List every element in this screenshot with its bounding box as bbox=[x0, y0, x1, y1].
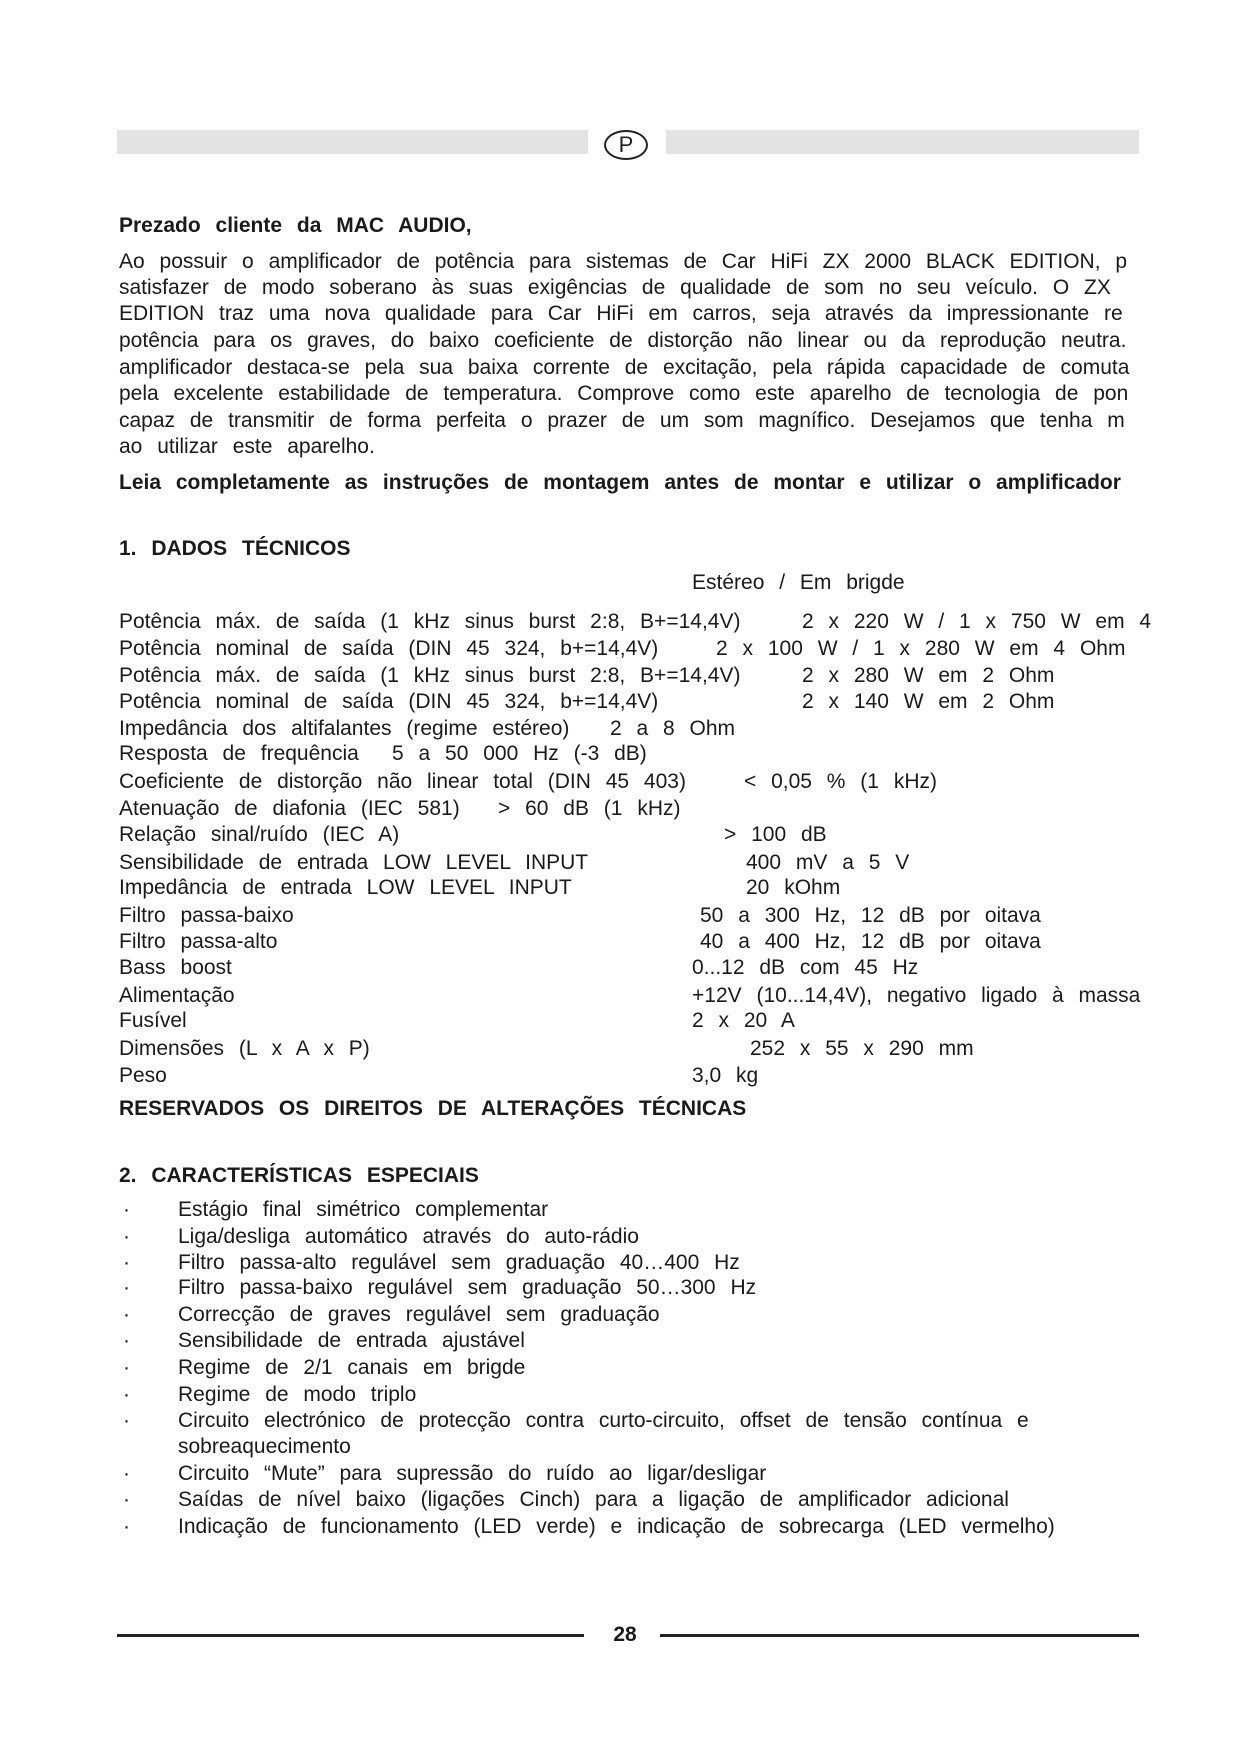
bullet-icon: · bbox=[123, 1251, 130, 1274]
spec-label: Coeficiente de distorção não linear total (DIN 45 403) bbox=[119, 770, 686, 793]
spec-label: Potência nominal de saída (DIN 45 324, b+=14,4V) bbox=[119, 690, 659, 713]
feature-text: Circuito “Mute” para supressão do ruído ao ligar/desligar bbox=[178, 1462, 767, 1485]
feature-text: Regime de modo triplo bbox=[178, 1383, 417, 1406]
feature-text: Regime de 2/1 canais em brigde bbox=[178, 1356, 526, 1379]
spec-row bbox=[119, 1008, 1241, 1034]
spec-row bbox=[119, 689, 1241, 715]
feature-text: Estágio final simétrico complementar bbox=[178, 1198, 549, 1221]
bullet-icon: · bbox=[123, 1225, 130, 1248]
spec-label: Bass boost bbox=[119, 956, 232, 979]
bullet-icon: · bbox=[123, 1409, 130, 1432]
greeting: Prezado cliente da MAC AUDIO, bbox=[119, 214, 472, 237]
spec-label: Resposta de frequência bbox=[119, 742, 359, 765]
spec-row bbox=[119, 636, 1241, 662]
feature-text: Filtro passa-baixo regulável sem graduação 50…300 Hz bbox=[178, 1276, 757, 1299]
intro-line: Ao possuir o amplificador de potência para sistemas de Car HiFi ZX 2000 BLACK EDITION, p bbox=[119, 250, 1128, 273]
spec-row bbox=[119, 769, 1241, 795]
spec-value: 400 mV a 5 V bbox=[746, 851, 910, 874]
instruction-note: Leia completamente as instruções de montagem antes de montar e utilizar o amplificador bbox=[119, 471, 1121, 494]
bullet-icon: · bbox=[123, 1356, 130, 1379]
intro-line: capaz de transmitir de forma perfeita o prazer de um som magnífico. Desejamos que tenha m bbox=[119, 409, 1125, 432]
spec-label: Impedância dos altifalantes (regime estéreo) bbox=[119, 717, 570, 740]
bullet-icon: · bbox=[123, 1462, 130, 1485]
spec-value: 2 a 8 Ohm bbox=[610, 717, 736, 740]
spec-label: Potência máx. de saída (1 kHz sinus burst 2:8, B+=14,4V) bbox=[119, 664, 741, 687]
spec-row bbox=[119, 1063, 1241, 1089]
language-badge: P bbox=[604, 130, 648, 160]
spec-value: 252 x 55 x 290 mm bbox=[750, 1037, 974, 1060]
intro-line: satisfazer de modo soberano às suas exigências de qualidade de som no seu veículo. O ZX bbox=[119, 276, 1111, 299]
spec-row bbox=[119, 609, 1241, 635]
spec-value: 2 x 20 A bbox=[692, 1009, 795, 1032]
bullet-icon: · bbox=[123, 1329, 130, 1352]
bullet-icon: · bbox=[123, 1276, 130, 1299]
spec-row bbox=[119, 875, 1241, 901]
intro-line: pela excelente estabilidade de temperatura. Comprove como este aparelho de tecnologia de pon bbox=[119, 382, 1129, 405]
page-number: 28 bbox=[613, 1623, 637, 1646]
intro-line: amplificador destaca-se pela sua baixa corrente de excitação, pela rápida capacidade de comuta bbox=[119, 356, 1130, 379]
spec-label: Filtro passa-baixo bbox=[119, 904, 294, 927]
spec-row bbox=[119, 716, 1241, 742]
intro-line: EDITION traz uma nova qualidade para Car HiFi em carros, seja através da impressionante re bbox=[119, 302, 1123, 325]
spec-label: Filtro passa-alto bbox=[119, 930, 278, 953]
spec-row bbox=[119, 822, 1241, 848]
spec-row bbox=[119, 929, 1241, 955]
spec-row bbox=[119, 903, 1241, 929]
spec-row bbox=[119, 741, 1241, 767]
spec-label: Potência nominal de saída (DIN 45 324, b+=14,4V) bbox=[119, 637, 659, 660]
spec-value: > 100 dB bbox=[724, 823, 827, 846]
spec-row bbox=[119, 955, 1241, 981]
feature-text: Filtro passa-alto regulável sem graduação 40…400 Hz bbox=[178, 1251, 740, 1274]
bullet-icon: · bbox=[123, 1488, 130, 1511]
feature-text: Circuito electrónico de protecção contra curto-circuito, offset de tensão contínua e sobreaquecimento bbox=[178, 1409, 1029, 1458]
spec-row bbox=[119, 663, 1241, 689]
bullet-icon: · bbox=[123, 1198, 130, 1221]
intro-line: potência para os graves, do baixo coeficiente de distorção não linear ou da reprodução neutra. bbox=[119, 329, 1127, 352]
feature-text: Sensibilidade de entrada ajustável bbox=[178, 1329, 525, 1352]
section-title-special-features: 2. CARACTERÍSTICAS ESPECIAIS bbox=[119, 1164, 479, 1187]
spec-label: Sensibilidade de entrada LOW LEVEL INPUT bbox=[119, 851, 589, 874]
spec-value: 5 a 50 000 Hz (-3 dB) bbox=[392, 742, 647, 765]
spec-value: 0...12 dB com 45 Hz bbox=[692, 956, 919, 979]
spec-column-header: Estéreo / Em brigde bbox=[692, 571, 905, 594]
spec-value: 20 kOhm bbox=[746, 876, 841, 899]
intro-line: ao utilizar este aparelho. bbox=[119, 435, 375, 458]
feature-text: Liga/desliga automático através do auto-rádio bbox=[178, 1225, 639, 1248]
spec-row bbox=[119, 796, 1241, 822]
feature-text: Indicação de funcionamento (LED verde) e indicação de sobrecarga (LED vermelho) bbox=[178, 1515, 1055, 1538]
spec-label: Alimentação bbox=[119, 984, 235, 1007]
feature-text: Saídas de nível baixo (ligações Cinch) para a ligação de amplificador adicional bbox=[178, 1488, 1009, 1511]
spec-value: 40 a 400 Hz, 12 dB por oitava bbox=[700, 930, 1041, 953]
spec-value: +12V (10...14,4V), negativo ligado à massa bbox=[692, 984, 1141, 1007]
spec-value: < 0,05 % (1 kHz) bbox=[744, 770, 937, 793]
footer-rule-left bbox=[117, 1634, 584, 1637]
section-title-technical-data: 1. DADOS TÉCNICOS bbox=[119, 537, 351, 560]
spec-label: Potência máx. de saída (1 kHz sinus burst 2:8, B+=14,4V) bbox=[119, 610, 741, 633]
spec-row bbox=[119, 1036, 1241, 1062]
spec-value: 3,0 kg bbox=[692, 1064, 759, 1087]
spec-row bbox=[119, 850, 1241, 876]
spec-value: 2 x 140 W em 2 Ohm bbox=[802, 690, 1055, 713]
spec-label: Fusível bbox=[119, 1009, 187, 1032]
bullet-icon: · bbox=[123, 1515, 130, 1538]
spec-value: 2 x 280 W em 2 Ohm bbox=[802, 664, 1055, 687]
spec-value: 2 x 220 W / 1 x 750 W em 4 bbox=[802, 610, 1152, 633]
footer-rule-right bbox=[660, 1634, 1139, 1637]
spec-value: > 60 dB (1 kHz) bbox=[498, 797, 681, 820]
spec-row bbox=[119, 983, 1241, 1009]
spec-label: Atenuação de diafonia (IEC 581) bbox=[119, 797, 460, 820]
bullet-icon: · bbox=[123, 1383, 130, 1406]
spec-label: Dimensões (L x A x P) bbox=[119, 1037, 370, 1060]
bullet-icon: · bbox=[123, 1303, 130, 1326]
spec-label: Impedância de entrada LOW LEVEL INPUT bbox=[119, 876, 572, 899]
spec-label: Relação sinal/ruído (IEC A) bbox=[119, 823, 400, 846]
spec-label: Peso bbox=[119, 1064, 167, 1087]
feature-text: Correcção de graves regulável sem graduação bbox=[178, 1303, 660, 1326]
spec-value: 50 a 300 Hz, 12 dB por oitava bbox=[700, 904, 1041, 927]
spec-value: 2 x 100 W / 1 x 280 W em 4 Ohm bbox=[716, 637, 1126, 660]
technical-changes-notice: RESERVADOS OS DIREITOS DE ALTERAÇÕES TÉCNICAS bbox=[119, 1097, 747, 1120]
